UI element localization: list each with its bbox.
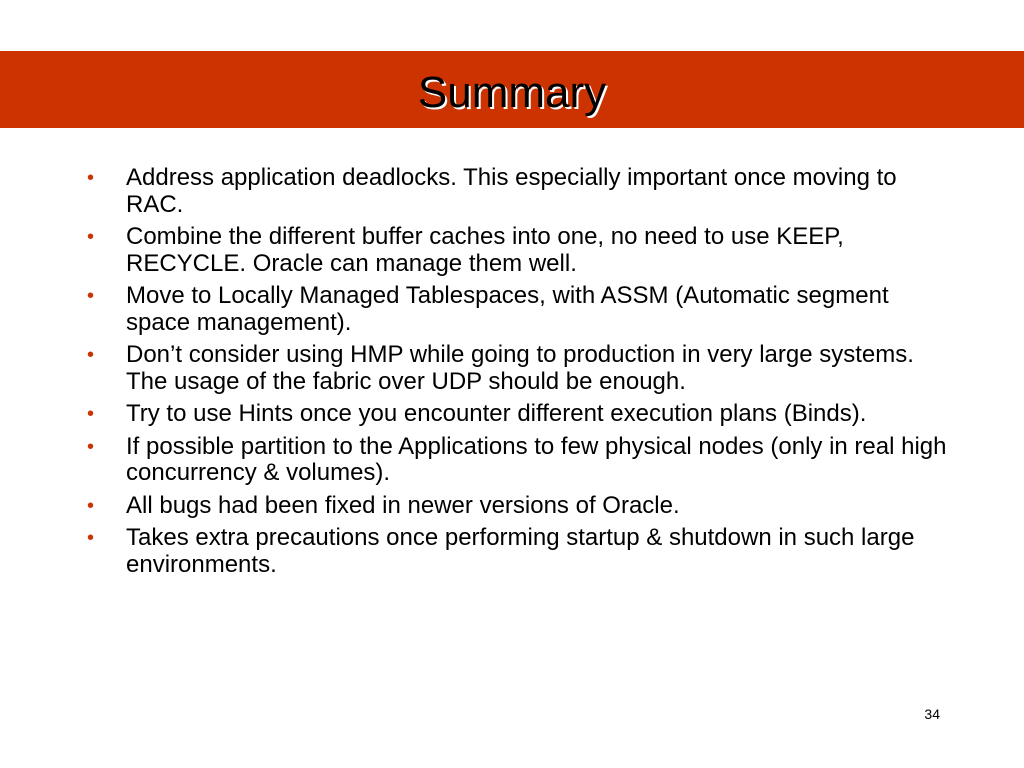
bullet-icon: •	[87, 435, 95, 458]
bullet-list	[87, 165, 947, 584]
bullet-icon: •	[87, 167, 95, 189]
bullet-item	[87, 434, 947, 487]
bullet-icon: •	[87, 226, 95, 248]
bullet-text: Combine the different buffer caches into one, no need to use KEEP, RECYCLE. Oracle can manage them well.	[126, 223, 844, 277]
title-band	[0, 51, 1024, 128]
bullet-item	[87, 224, 947, 277]
bullet-item	[87, 342, 947, 395]
bullet-text: Don’t consider using HMP while going to production in very large systems. The usage of the fabric over UDP should be enough.	[126, 341, 914, 395]
page-number: 34	[924, 706, 940, 722]
bullet-item	[87, 283, 947, 336]
bullet-text: Address application deadlocks. This especially important once moving to RAC.	[126, 164, 897, 218]
bullet-text: Try to use Hints once you encounter different execution plans (Binds).	[126, 400, 867, 427]
bullet-icon: •	[87, 344, 95, 366]
bullet-text: Move to Locally Managed Tablespaces, with ASSM (Automatic segment space management).	[126, 282, 889, 336]
bullet-icon: •	[87, 527, 95, 549]
bullet-icon: •	[87, 494, 95, 517]
bullet-item	[87, 525, 947, 578]
bullet-text: All bugs had been fixed in newer versions of Oracle.	[126, 491, 680, 519]
bullet-item	[87, 493, 947, 520]
bullet-item	[87, 401, 947, 428]
bullet-text: If possible partition to the Applications to few physical nodes (only in real high concurrency & volumes).	[126, 432, 947, 486]
bullet-icon: •	[87, 403, 95, 425]
slide-title: Summary	[417, 68, 607, 117]
bullet-icon: •	[87, 285, 95, 307]
bullet-item	[87, 165, 947, 218]
bullet-text: Takes extra precautions once performing startup & shutdown in such large environments.	[126, 524, 915, 578]
